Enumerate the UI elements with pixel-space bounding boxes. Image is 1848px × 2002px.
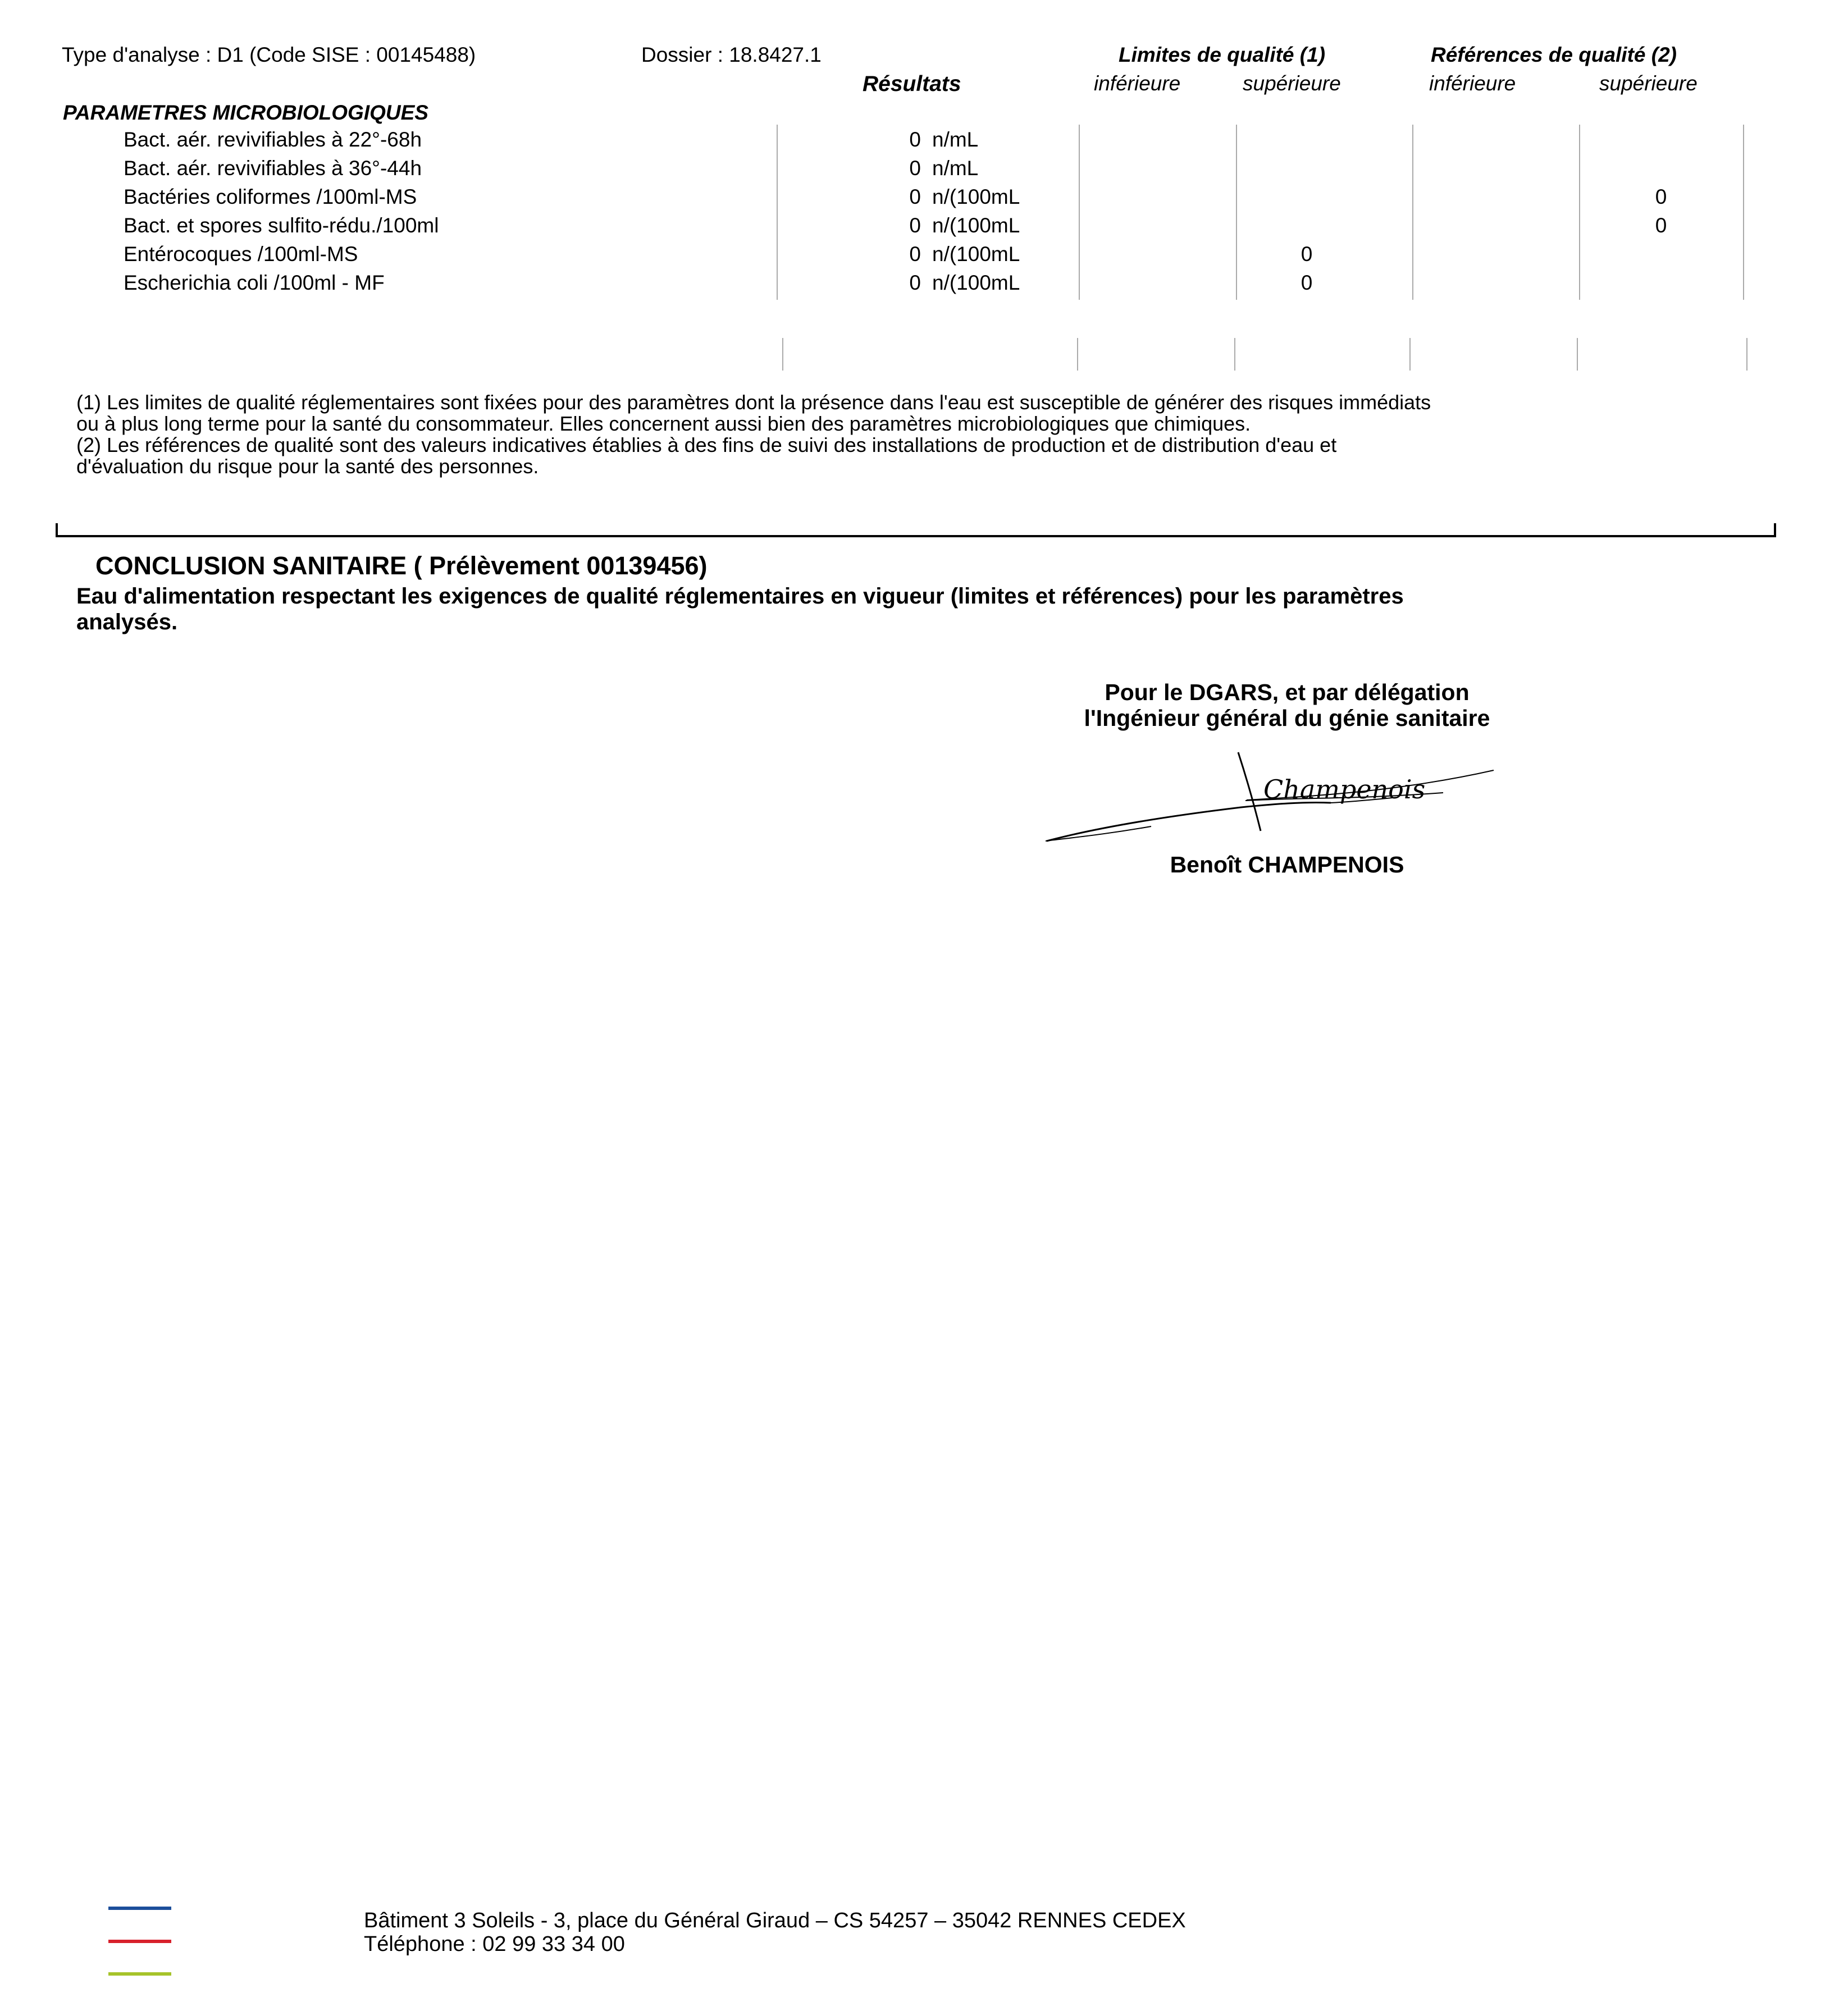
separator-tick (56, 523, 58, 537)
signature-authority: Pour le DGARS, et par délégation (1105, 679, 1470, 705)
dossier-number: Dossier : 18.8427.1 (641, 43, 822, 66)
result-unit: n/mL (932, 128, 979, 151)
result-value: 0 (909, 214, 921, 237)
conclusion-text: Eau d'alimentation respectant les exigences de qualité réglementaires en vigueur (limites et références) pour les paramètres (76, 584, 1404, 609)
conclusion-title: CONCLUSION SANITAIRE ( Prélèvement 00139456) (95, 551, 708, 580)
footnote-line: (2) Les références de qualité sont des valeurs indicatives établies à des fins de suivi des installations de production et de distribution d'eau et (76, 433, 1337, 456)
param-name: Bact. et spores sulfito-rédu./100ml (124, 214, 439, 237)
param-name: Bact. aér. revivifiables à 22°-68h (124, 128, 422, 151)
signature-title: l'Ingénieur général du génie sanitaire (1084, 705, 1490, 731)
section-title: PARAMETRES MICROBIOLOGIQUES (63, 101, 428, 124)
result-unit: n/(100mL (932, 185, 1020, 208)
signature-text: Champenois (1263, 774, 1426, 805)
signatory-name: Benoît CHAMPENOIS (1170, 852, 1404, 877)
footnote-line: ou à plus long terme pour la santé du consommateur. Elles concernent aussi bien des paramètres microbiologiques que chimiques. (76, 412, 1251, 435)
column-divider (1579, 125, 1580, 300)
limits-header: Limites de qualité (1) (1119, 43, 1326, 66)
footnote-line: d'évaluation du risque pour la santé des personnes. (76, 455, 539, 478)
reference-lower-header: inférieure (1429, 72, 1516, 95)
result-unit: n/(100mL (932, 214, 1020, 237)
reference-upper-value: 0 (1655, 214, 1667, 237)
column-divider (1577, 338, 1578, 371)
reference-upper-header: supérieure (1599, 72, 1698, 95)
param-name: Bact. aér. revivifiables à 36°-44h (124, 157, 422, 180)
brand-bar-green (108, 1972, 171, 1976)
section-separator (56, 535, 1776, 537)
column-divider (782, 338, 783, 371)
brand-bar-red (108, 1940, 171, 1943)
footnote-line: (1) Les limites de qualité réglementaires sont fixées pour des paramètres dont la présence dans l'eau est susceptible de générer des risques immédiats (76, 391, 1431, 414)
separator-tick (1774, 523, 1776, 537)
column-divider (1409, 338, 1411, 371)
result-value: 0 (909, 185, 921, 208)
result-unit: n/mL (932, 157, 979, 180)
analysis-type: Type d'analyse : D1 (Code SISE : 00145488) (62, 43, 476, 66)
results-header: Résultats (863, 72, 961, 96)
footer-phone: Téléphone : 02 99 33 34 00 (364, 1932, 625, 1956)
column-divider (1234, 338, 1235, 371)
footer-address: Bâtiment 3 Soleils - 3, place du Général Giraud – CS 54257 – 35042 RENNES CEDEX (364, 1909, 1186, 1932)
limit-upper-header: supérieure (1243, 72, 1341, 95)
column-divider (1743, 125, 1744, 300)
result-unit: n/(100mL (932, 243, 1020, 266)
param-name: Escherichia coli /100ml - MF (124, 271, 385, 294)
column-divider (777, 125, 778, 300)
result-value: 0 (909, 157, 921, 180)
param-name: Entérocoques /100ml-MS (124, 243, 358, 266)
column-divider (1746, 338, 1747, 371)
column-divider (1236, 125, 1237, 300)
brand-bar-blue (108, 1907, 171, 1910)
column-divider (1412, 125, 1413, 300)
result-value: 0 (909, 128, 921, 151)
column-divider (1077, 338, 1078, 371)
references-header: Références de qualité (2) (1431, 43, 1677, 66)
limit-lower-header: inférieure (1094, 72, 1181, 95)
limit-upper-value: 0 (1301, 243, 1313, 266)
result-unit: n/(100mL (932, 271, 1020, 294)
param-name: Bactéries coliformes /100ml-MS (124, 185, 417, 208)
limit-upper-value: 0 (1301, 271, 1313, 294)
handwritten-signature (1039, 741, 1499, 848)
result-value: 0 (909, 271, 921, 294)
reference-upper-value: 0 (1655, 185, 1667, 208)
conclusion-text: analysés. (76, 610, 178, 634)
column-divider (1079, 125, 1080, 300)
result-value: 0 (909, 243, 921, 266)
